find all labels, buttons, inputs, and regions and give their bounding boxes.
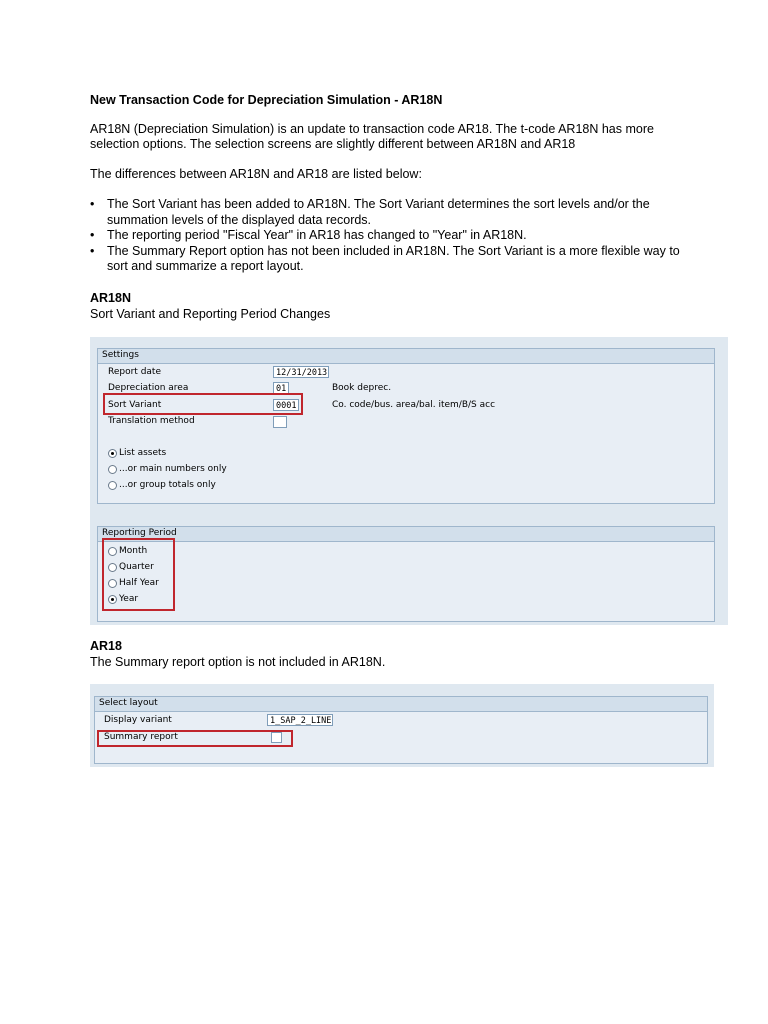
ar18-layout-screen — [90, 684, 714, 767]
list-item: • The reporting period "Fiscal Year" in AR18 has changed to "Year" in AR18N. — [90, 228, 527, 242]
depreciation-area-description: Book deprec. — [332, 383, 392, 393]
group-totals-radio[interactable] — [108, 481, 117, 490]
sort-variant-label: Sort Variant — [108, 400, 162, 410]
translation-method-field[interactable] — [273, 416, 287, 428]
period-month-label: Month — [119, 546, 148, 556]
select-layout-title: Select layout — [99, 698, 158, 708]
section-heading-ar18: AR18 — [90, 639, 122, 653]
sort-variant-field[interactable]: 0001 — [273, 399, 299, 411]
summary-report-highlight — [97, 730, 293, 747]
section-heading-ar18n: AR18N — [90, 291, 131, 305]
list-assets-label: List assets — [119, 448, 167, 458]
settings-group-header — [98, 349, 714, 364]
main-numbers-radio[interactable] — [108, 465, 117, 474]
sort-variant-highlight — [103, 393, 303, 415]
period-year-label: Year — [119, 594, 139, 604]
select-layout-group-header — [95, 697, 707, 712]
reporting-period-group — [97, 526, 715, 622]
document-title: New Transaction Code for Depreciation Simulation - AR18N — [90, 93, 443, 107]
section-subtitle-ar18n: Sort Variant and Reporting Period Changes — [90, 307, 331, 321]
bullet-icon: • — [90, 243, 95, 258]
reporting-period-title: Reporting Period — [102, 528, 177, 538]
bullet-icon: • — [90, 228, 95, 242]
depreciation-area-field[interactable]: 01 — [273, 382, 289, 394]
main-numbers-label: ...or main numbers only — [119, 464, 227, 474]
select-layout-group — [94, 696, 708, 764]
reporting-period-group-header — [98, 527, 714, 542]
intro-paragraph: AR18N (Depreciation Simulation) is an update to transaction code AR18. The t-code AR18N has more selection options. The selection screens are slightly different between AR18N and AR18 — [90, 122, 654, 151]
settings-group-title: Settings — [102, 350, 139, 360]
settings-group — [97, 348, 715, 504]
period-half-year-label: Half Year — [119, 578, 159, 588]
ar18n-selection-screen — [90, 337, 728, 625]
group-totals-label: ...or group totals only — [119, 480, 216, 490]
depreciation-area-label: Depreciation area — [108, 383, 189, 393]
list-item: • The Summary Report option has not been included in AR18N. The Sort Variant is a more flexible way to sort and summarize a report layout. — [90, 243, 680, 273]
bullet-icon: • — [90, 197, 95, 211]
section-subtitle-ar18: The Summary report option is not included in AR18N. — [90, 655, 386, 669]
report-date-field[interactable]: 12/31/2013 — [273, 366, 329, 378]
list-item: • The Sort Variant has been added to AR18N. The Sort Variant determines the sort levels and/or the summation levels of the displayed data records. — [90, 197, 650, 227]
sort-variant-description: Co. code/bus. area/bal. item/B/S acc — [332, 400, 496, 410]
list-assets-radio[interactable] — [108, 449, 117, 458]
display-variant-label: Display variant — [104, 715, 172, 725]
display-variant-field[interactable]: 1_SAP_2_LINE — [267, 714, 333, 726]
report-date-label: Report date — [108, 367, 161, 377]
differences-list — [90, 197, 690, 275]
reporting-period-highlight — [102, 538, 175, 611]
period-quarter-label: Quarter — [119, 562, 154, 572]
summary-report-label: Summary report — [104, 732, 178, 742]
differences-intro: The differences between AR18N and AR18 are listed below: — [90, 167, 422, 181]
translation-method-label: Translation method — [108, 416, 195, 426]
